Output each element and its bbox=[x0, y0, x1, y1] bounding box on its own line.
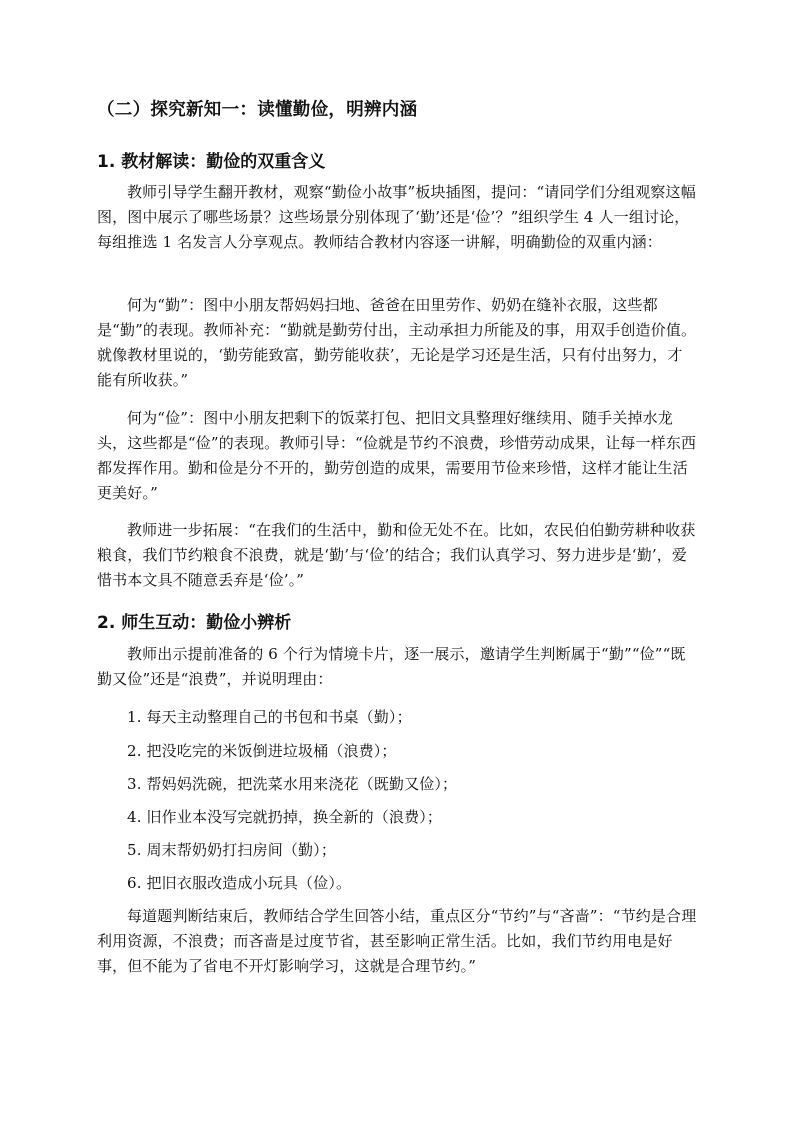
part1-heading: 1. 教材解读：勤俭的双重含义 bbox=[97, 152, 326, 172]
part1-paragraph-4: 教师进一步拓展：“在我们的生活中，勤和俭无处不在。比如，农民伯伯勤劳耕种收获粮食，我们节约粮食不浪费，就是‘勤’与‘俭’的结合；我们认真学习、努力进步是‘勤’，爱惜书本文具不随意丢弃是‘俭’。” bbox=[97, 521, 696, 589]
part1-paragraph-3: 何为“俭”：图中小朋友把剩下的饭菜打包、把旧文具整理好继续用、随手关掉水龙头，这些都是“俭”的表现。教师引导：“俭就是节约不浪费，珍惜劳动成果，让每一样东西都发挥作用。勤和俭是分不开的，勤劳创造的成果，需要用节俭来珍惜，这样才能让生活更美好。” bbox=[97, 409, 697, 502]
list-item: 2. 把没吃完的米饭倒进垃圾桶（浪费）； bbox=[127, 742, 397, 760]
list-item: 1. 每天主动整理自己的书包和书桌（勤）； bbox=[127, 708, 412, 726]
part2-intro: 教师出示提前准备的 6 个行为情境卡片，逐一展示，邀请学生判断属于“勤”“俭”“既勤又俭”还是“浪费”，并说明理由： bbox=[97, 645, 686, 688]
list-item: 3. 帮妈妈洗碗，把洗菜水用来浇花（既勤又俭）； bbox=[127, 775, 458, 793]
section-title: （二）探究新知一：读懂勤俭，明辨内涵 bbox=[97, 100, 418, 120]
part1-paragraph-1: 教师引导学生翻开教材，观察“勤俭小故事”板块插图，提问：“请同学们分组观察这幅图，图中展示了哪些场景？这些场景分别体现了‘勤’还是‘俭’？”组织学生 4 人一组讨论，每组推选 1 名发言人分享观点。教师结合教材内容逐一讲解，明确勤俭的双重内涵： bbox=[97, 183, 696, 251]
part2-heading: 2. 师生互动：勤俭小辨析 bbox=[97, 613, 292, 633]
list-item: 5. 周末帮奶奶打扫房间（勤）； bbox=[127, 841, 336, 859]
part1-paragraph-2: 何为“勤”：图中小朋友帮妈妈扫地、爸爸在田里劳作、奶奶在缝补衣服，这些都是“勤”的表现。教师补充：“勤就是勤劳付出，主动承担力所能及的事，用双手创造价值。就像教材里说的，‘勤劳能致富，勤劳能收获’，无论是学习还是生活，只有付出努力，才能有所收获。” bbox=[97, 296, 697, 389]
list-item: 4. 旧作业本没写完就扔掉，换全新的（浪费）； bbox=[127, 808, 443, 826]
list-item: 6. 把旧衣服改造成小玩具（俭）。 bbox=[127, 874, 352, 892]
part2-closing: 每道题判断结束后，教师结合学生回答小结，重点区分“节约”与“吝啬”：“节约是合理利用资源，不浪费；而吝啬是过度节省，甚至影响正常生活。比如，我们节约用电是好事，但不能为了省电不开灯影响学习，这就是合理节约。” bbox=[97, 907, 697, 975]
